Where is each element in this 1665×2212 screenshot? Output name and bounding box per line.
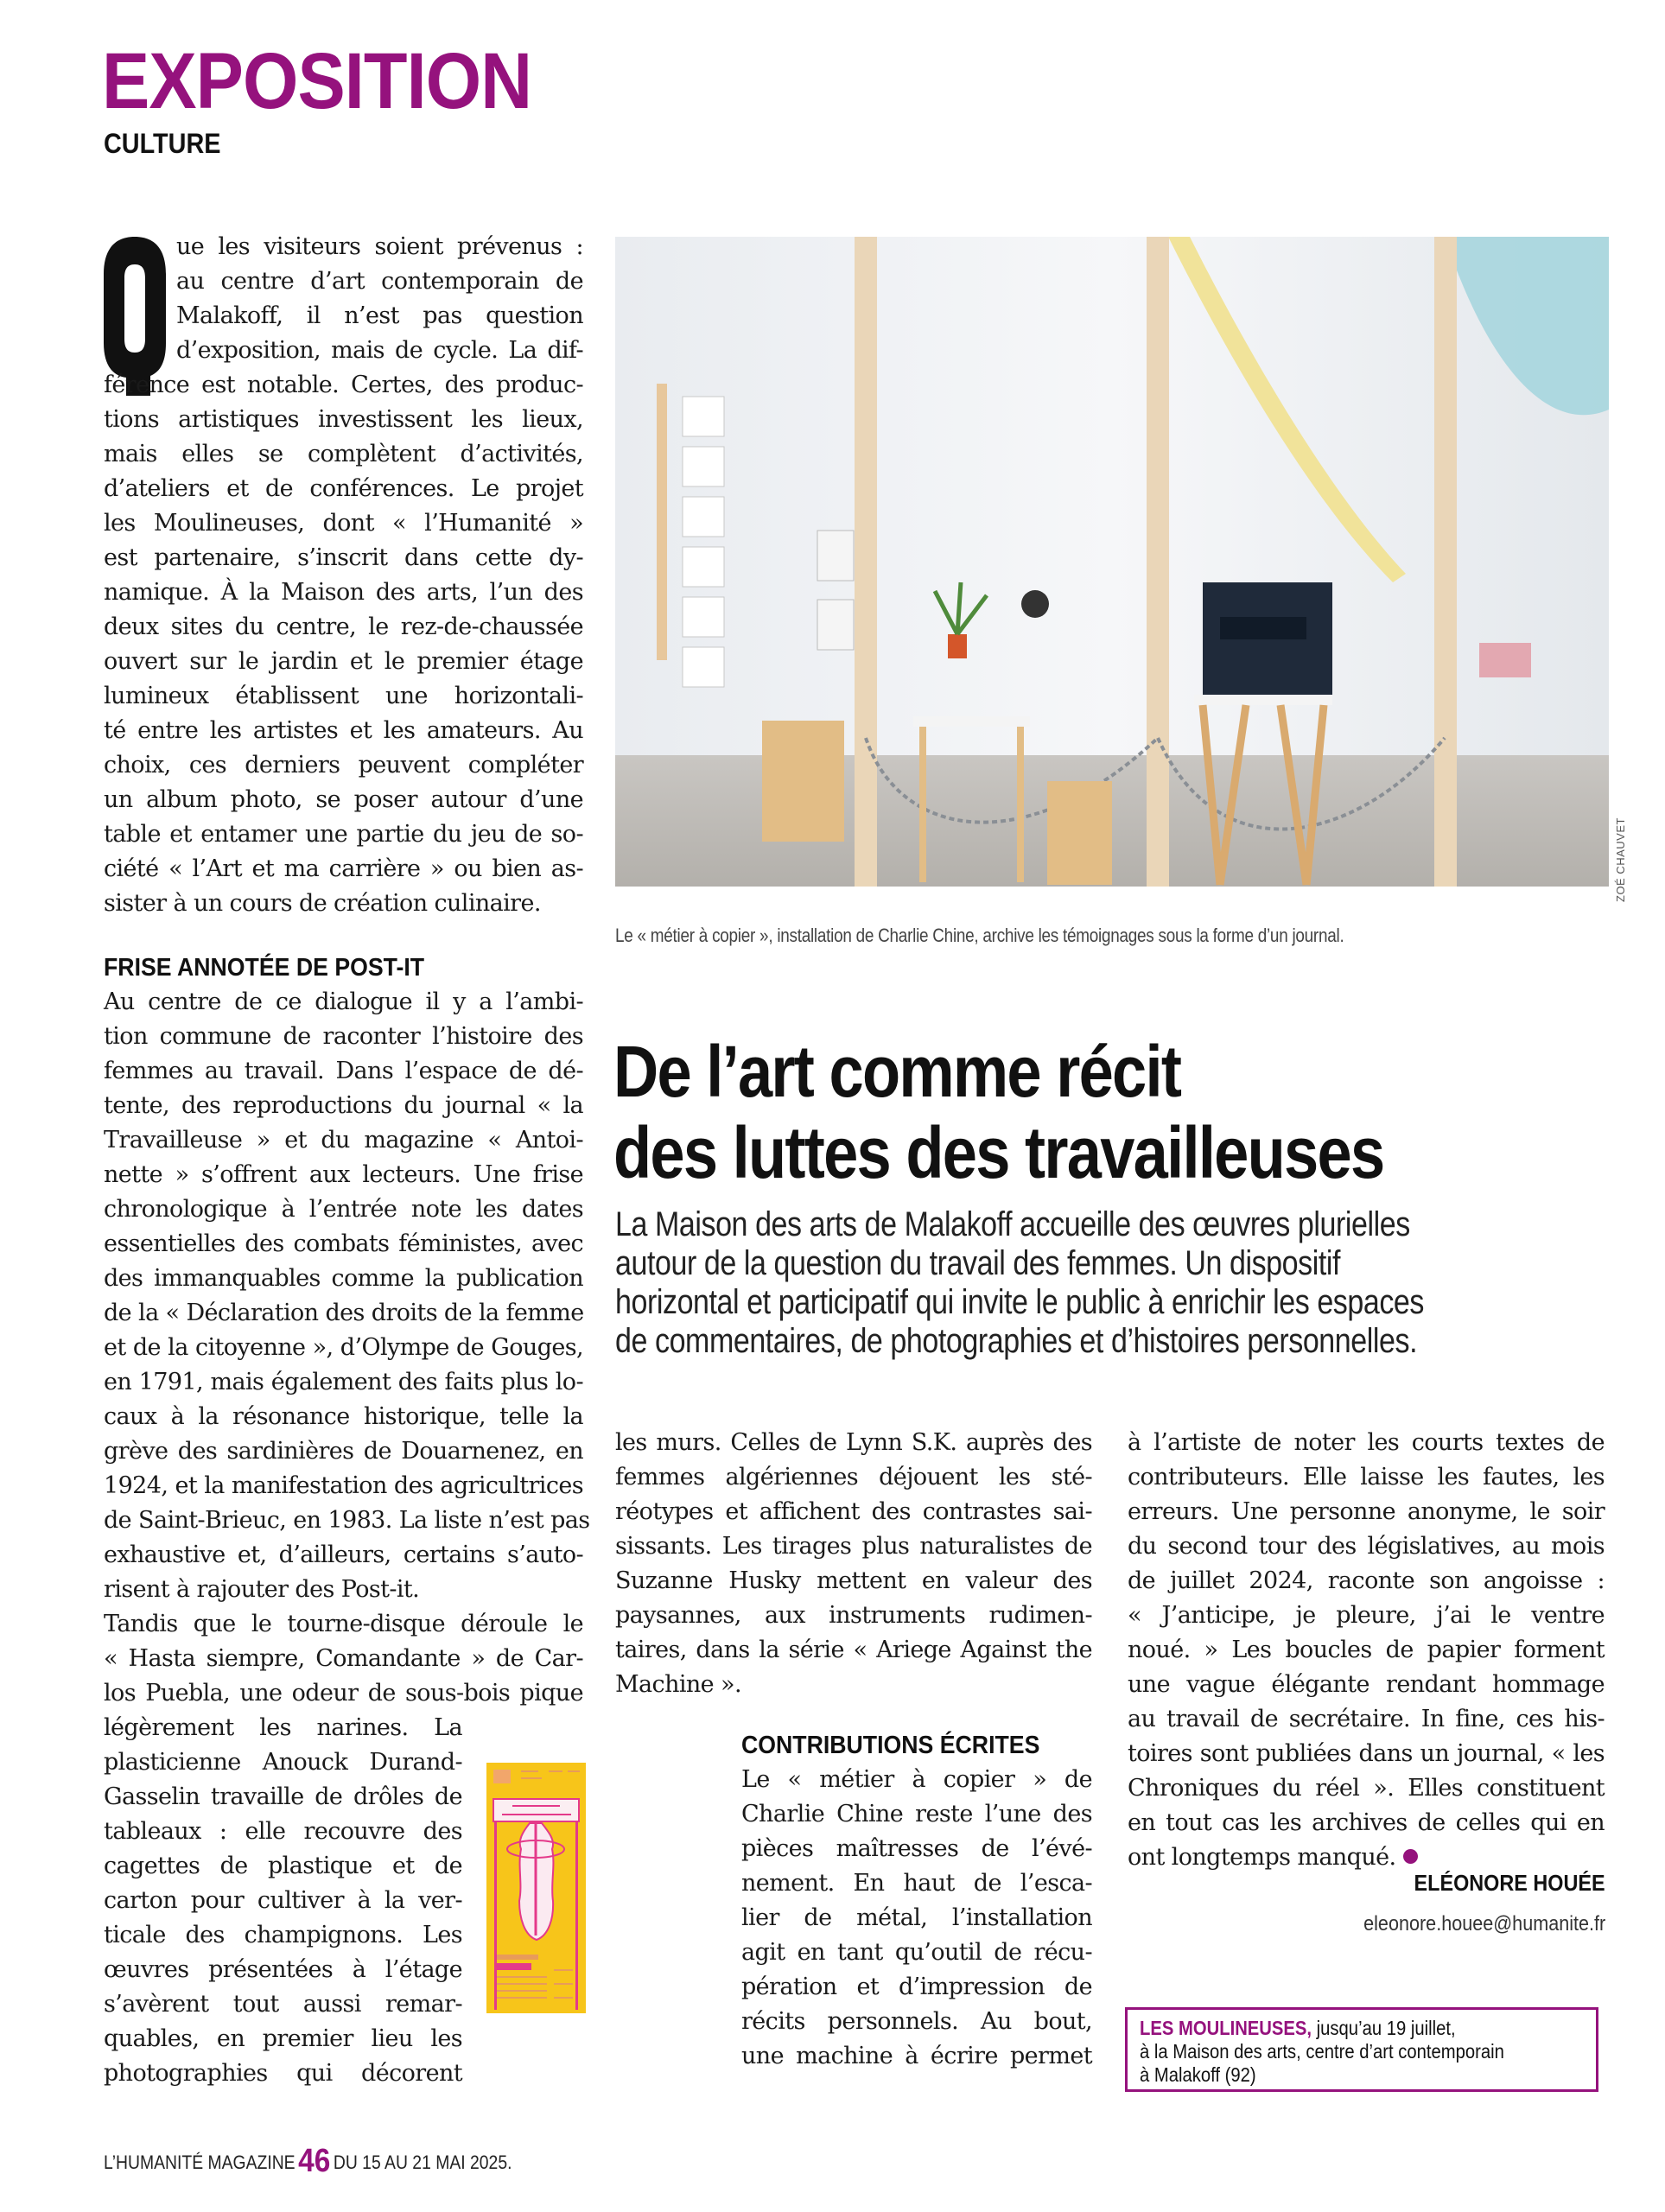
text-line: sissants. Les tirages plus naturalistes de [615, 1533, 1092, 1560]
text-line: noué. » Les boucles de papier forment [1128, 1637, 1605, 1663]
text-line: de juillet 2024, raconte son angoisse : [1128, 1567, 1605, 1594]
text-line: du second tour des législatives, au mois [1128, 1533, 1605, 1560]
issue-dates: DU 15 AU 21 MAI 2025. [333, 2152, 512, 2173]
text-line: choix, ces derniers peuvent compléter [104, 752, 583, 779]
text-line: erreurs. Une personne anonyme, le soir [1128, 1498, 1605, 1525]
text-line: lier de métal, l’installation [741, 1904, 1092, 1931]
text-line: taires, dans la série « Ariege Against the [615, 1637, 1092, 1663]
column-2-paragraph [615, 1426, 1092, 1702]
text-line: ouvert sur le jardin et le premier étage [104, 648, 583, 675]
photo-illustration [615, 237, 1609, 887]
text-line: une vague élégante rendant hommage [1128, 1671, 1605, 1698]
text-line: Chroniques du réel ». Elles constituent [1128, 1775, 1605, 1802]
text-line: nement. En haut de l’esca- [741, 1870, 1092, 1897]
info-line-1 [1140, 2017, 1541, 2040]
text-line: « J’anticipe, je pleure, j’ai le ventre [1128, 1602, 1605, 1629]
text-line: « Hasta siempre, Comandante » de Car- [104, 1645, 583, 1672]
end-of-article-dot [1403, 1849, 1418, 1864]
event-info-box [1125, 2007, 1598, 2092]
info-line-3: à Malakoff (92) [1140, 2063, 1256, 2086]
text-line: mais elles se complètent d’activités, [104, 441, 583, 467]
text-line: photographies qui décorent [104, 2060, 462, 2087]
text-line: des immanquables comme la publication [104, 1265, 583, 1292]
text-line: essentielles des combats féministes, avec [104, 1230, 583, 1257]
text-line: Gasselin travaille de drôles de [104, 1783, 462, 1810]
text-line: sister à un cours de création culinaire. [104, 890, 541, 917]
text-line: table et entamer une partie du jeu de so- [104, 821, 583, 848]
text-line: contributeurs. Elle laisse les fautes, les [1128, 1464, 1605, 1491]
text-line: Le « métier à copier » de [741, 1766, 1092, 1793]
text-line: carton pour cultiver à la ver- [104, 1887, 462, 1914]
text-line: en tout cas les archives de celles qui en [1128, 1809, 1605, 1836]
page-number: 46 [298, 2143, 331, 2179]
tandis-paragraph [104, 1607, 583, 1711]
standfirst-line: La Maison des arts de Malakoff accueille des œuvres plurielles [615, 1205, 1410, 1243]
column-3-paragraph [1128, 1426, 1605, 1875]
text-line: agit en tant qu’outil de récu- [741, 1939, 1092, 1966]
text-line: risent à rajouter des Post-it. [104, 1576, 420, 1603]
text-line: tente, des reproductions du journal « la [104, 1092, 583, 1119]
column-3 [1128, 1426, 1605, 1875]
text-line: los Puebla, une odeur de sous-bois pique [104, 1680, 583, 1707]
section-subtitle: CULTURE [104, 128, 221, 159]
text-line: té entre les artistes et les amateurs. Au [104, 717, 583, 744]
column-2-contributions [741, 1728, 1092, 2074]
drop-cap-letter: Q [102, 235, 103, 236]
text-line: 1924, et la manifestation des agricultrices [104, 1472, 583, 1499]
contributions-paragraph [741, 1763, 1092, 2074]
text-line: Tandis que le tourne-disque déroule le [104, 1611, 583, 1637]
section-rubric: EXPOSITION [102, 37, 532, 125]
text-line: tion commune de raconter l’histoire des [104, 1023, 583, 1050]
text-line: lumineux établissent une horizontali- [104, 683, 583, 709]
text-line: de la « Déclaration des droits de la femme [104, 1300, 584, 1326]
subhead-contributions: CONTRIBUTIONS ÉCRITES [741, 1732, 1040, 1759]
event-dates: jusqu’au 19 juillet, [1312, 2017, 1456, 2039]
text-line: femmes au travail. Dans l’espace de dé- [104, 1058, 583, 1084]
text-line: caux à la résonance historique, telle la [104, 1403, 583, 1430]
frise-paragraph [104, 985, 590, 1607]
text-line: les murs. Celles de Lynn S.K. auprès des [615, 1429, 1092, 1456]
text-line: ont longtemps manqué. [1128, 1840, 1605, 1875]
standfirst [615, 1205, 1424, 1361]
text-line: Travailleuse » et du magazine « Antoi- [104, 1127, 583, 1154]
info-line-2: à la Maison des arts, centre d’art contemporain [1140, 2040, 1504, 2063]
text-line: Malakoff, il n’est pas question [176, 302, 583, 329]
magazine-name: L’HUMANITÉ MAGAZINE [104, 2152, 296, 2173]
text-line: œuvres présentées à l’étage [104, 1956, 462, 1983]
text-line: tableaux : elle recouvre des [104, 1818, 462, 1845]
title-line: De l’art comme récit [613, 1031, 1181, 1112]
text-line: récits personnels. Au bout, [741, 2008, 1092, 2035]
text-line: d’exposition, mais de cycle. La dif- [176, 337, 583, 364]
photo-caption: Le « métier à copier », installation de Charlie Chine, archive les témoignages sous la forme d’un journal. [615, 925, 1344, 946]
text-line: ticale des champignons. Les [104, 1922, 462, 1948]
text-line: nette » s’offrent aux lecteurs. Une frise [104, 1161, 583, 1188]
text-line: réotypes et affichent des contrastes sai- [615, 1498, 1092, 1525]
text-line: à l’artiste de noter les courts textes de [1128, 1429, 1605, 1456]
standfirst-line: horizontal et participatif qui invite le public à enrichir les espaces [615, 1283, 1424, 1321]
standfirst-line: autour de la question du travail des femmes. Un dispositif [615, 1244, 1341, 1282]
text-line: un album photo, se poser autour d’une [104, 786, 583, 813]
text-line: les Moulineuses, dont « l’Humanité » [104, 510, 583, 537]
text-line: grève des sardinières de Douarnenez, en [104, 1438, 583, 1465]
installation-photo [615, 237, 1609, 887]
text-line: d’ateliers et de conférences. Le projet [104, 475, 583, 502]
text-line: Charlie Chine reste l’une des [741, 1801, 1092, 1827]
narrow-paragraph [104, 1711, 462, 2091]
author-email[interactable]: eleonore.houee@humanite.fr [1363, 1912, 1605, 1936]
text-line: deux sites du centre, le rez-de-chaussée [104, 613, 583, 640]
text-line: toires sont publiées dans un journal, « les [1128, 1740, 1605, 1767]
text-line: quables, en premier lieu les [104, 2025, 462, 2052]
text-line: namique. À la Maison des arts, l’un des [104, 579, 583, 606]
text-line: légèrement les narines. La [104, 1714, 462, 1741]
text-line: et de la citoyenne », d’Olympe de Gouges, [104, 1334, 583, 1361]
text-line: s’avèrent tout aussi remar- [104, 1991, 462, 2018]
text-line: ciété « l’Art et ma carrière » ou bien as- [104, 855, 583, 882]
page-footer [104, 2143, 512, 2180]
text-line: plasticienne Anouck Durand- [104, 1749, 462, 1776]
text-line: Machine ». [615, 1671, 741, 1698]
text-line: chronologique à l’entrée note les dates [104, 1196, 583, 1223]
text-line: cagettes de plastique et de [104, 1853, 462, 1879]
intro-paragraph [104, 230, 583, 921]
text-line: tions artistiques investissent les lieux, [104, 406, 583, 433]
text-line: exhaustive et, d’ailleurs, certains s’auto- [104, 1541, 583, 1568]
text-line: Au centre de ce dialogue il y a l’ambi- [104, 988, 583, 1015]
text-line: ue les visiteurs soient prévenus : [176, 233, 583, 260]
subhead-frise: FRISE ANNOTÉE DE POST-IT [104, 954, 425, 982]
text-line: au centre d’art contemporain de [176, 268, 583, 295]
text-line: est partenaire, s’inscrit dans cette dy- [104, 544, 583, 571]
text-line: paysannes, aux instruments rudimen- [615, 1602, 1092, 1629]
author-byline: ELÉONORE HOUÉE [1414, 1870, 1605, 1896]
event-name: LES MOULINEUSES, [1140, 2017, 1312, 2039]
photo-credit: ZOÉ CHAUVET [1614, 817, 1627, 902]
text-line: Suzanne Husky mettent en valeur des [615, 1567, 1092, 1594]
text-line: de Saint-Brieuc, en 1983. La liste n’est pas [104, 1507, 590, 1534]
text-line: au travail de secrétaire. In fine, ces his- [1128, 1706, 1605, 1732]
text-line: férence est notable. Certes, des produc- [104, 372, 583, 398]
standfirst-line: de commentaires, de photographies et d’histoires personnelles. [615, 1322, 1418, 1360]
article-title [613, 1031, 1383, 1193]
text-line: en 1791, mais également des faits plus lo- [104, 1369, 583, 1395]
column-2 [615, 1426, 1092, 1702]
event-poster [486, 1763, 586, 2013]
text-line: pération et d’impression de [741, 1974, 1092, 2000]
text-line: pièces maîtresses de l’évé- [741, 1835, 1092, 1862]
text-line: femmes algériennes déjouent les sté- [615, 1464, 1092, 1491]
title-line: des luttes des travailleuses [613, 1112, 1384, 1193]
text-line: une machine à écrire permet [741, 2043, 1092, 2069]
